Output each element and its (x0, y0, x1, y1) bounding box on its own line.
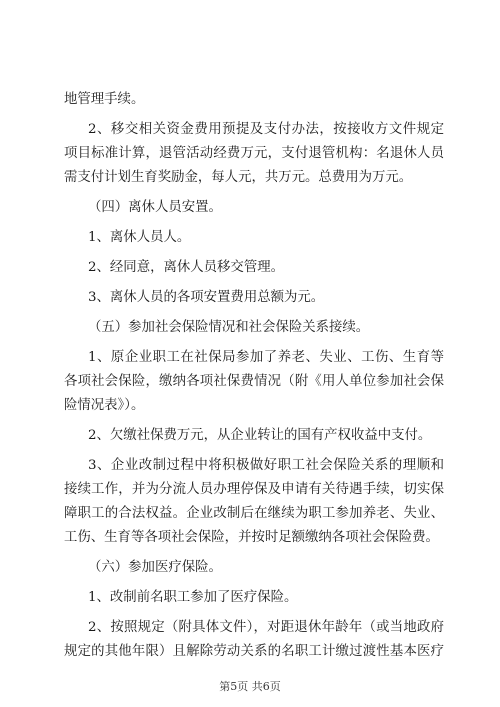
text-line: 2、移交相关资金费用预提及支付办法，按接收方文件规定 (88, 122, 444, 137)
section-heading: （六）参加医疗保险。 (88, 560, 222, 575)
text-line: 障职工的合法权益。企业改制后在继续为职工参加养老、失业、 (64, 506, 444, 521)
text-line: 1、改制前名职工参加了医疗保险。 (88, 590, 298, 605)
text-line: 1、原企业职工在社保局参加了养老、失业、工伤、生育等 (88, 350, 444, 365)
text-line: 规定的其他年限）且解除劳动关系的名职工计缴过渡性基本医疗 (64, 644, 444, 659)
text-line: 工伤、生育等各项社会保险，并按时足额缴纳各项社会保险费。 (64, 530, 439, 545)
text-line: 险情况表》）。 (64, 398, 145, 413)
section-heading: （五）参加社会保险情况和社会保险关系接续。 (88, 320, 370, 335)
text-line: 2、按照规定（附具体文件），对距退休年龄年（或当地政府 (88, 620, 444, 635)
section-heading: （四）离休人员安置。 (88, 200, 222, 215)
text-line: 3、企业改制过程中将积极做好职工社会保险关系的理顺和 (88, 458, 444, 473)
text-line: 各项社会保险，缴纳各项社保费情况（附《用人单位参加社会保 (64, 374, 444, 389)
text-line: 项目标准计算，退管活动经费万元，支付退管机构：名退休人员 (64, 146, 444, 161)
text-line: 接续工作，并为分流人员办理停保及申请有关待遇手续，切实保 (64, 482, 444, 497)
text-line: 2、经同意，离休人员移交管理。 (88, 260, 284, 275)
text-line: 2、欠缴社保费万元，从企业转让的国有产权收益中支付。 (88, 428, 432, 443)
text-line: 3、离休人员的各项安置费用总额为元。 (88, 290, 325, 305)
text-line: 地管理手续。 (64, 92, 145, 107)
text-line: 1、离休人员人。 (88, 230, 191, 245)
page-footer: 第5页 共6页 (219, 680, 281, 693)
text-line: 需支付计划生育奖励金，每人元，共万元。总费用为万元。 (64, 170, 413, 185)
